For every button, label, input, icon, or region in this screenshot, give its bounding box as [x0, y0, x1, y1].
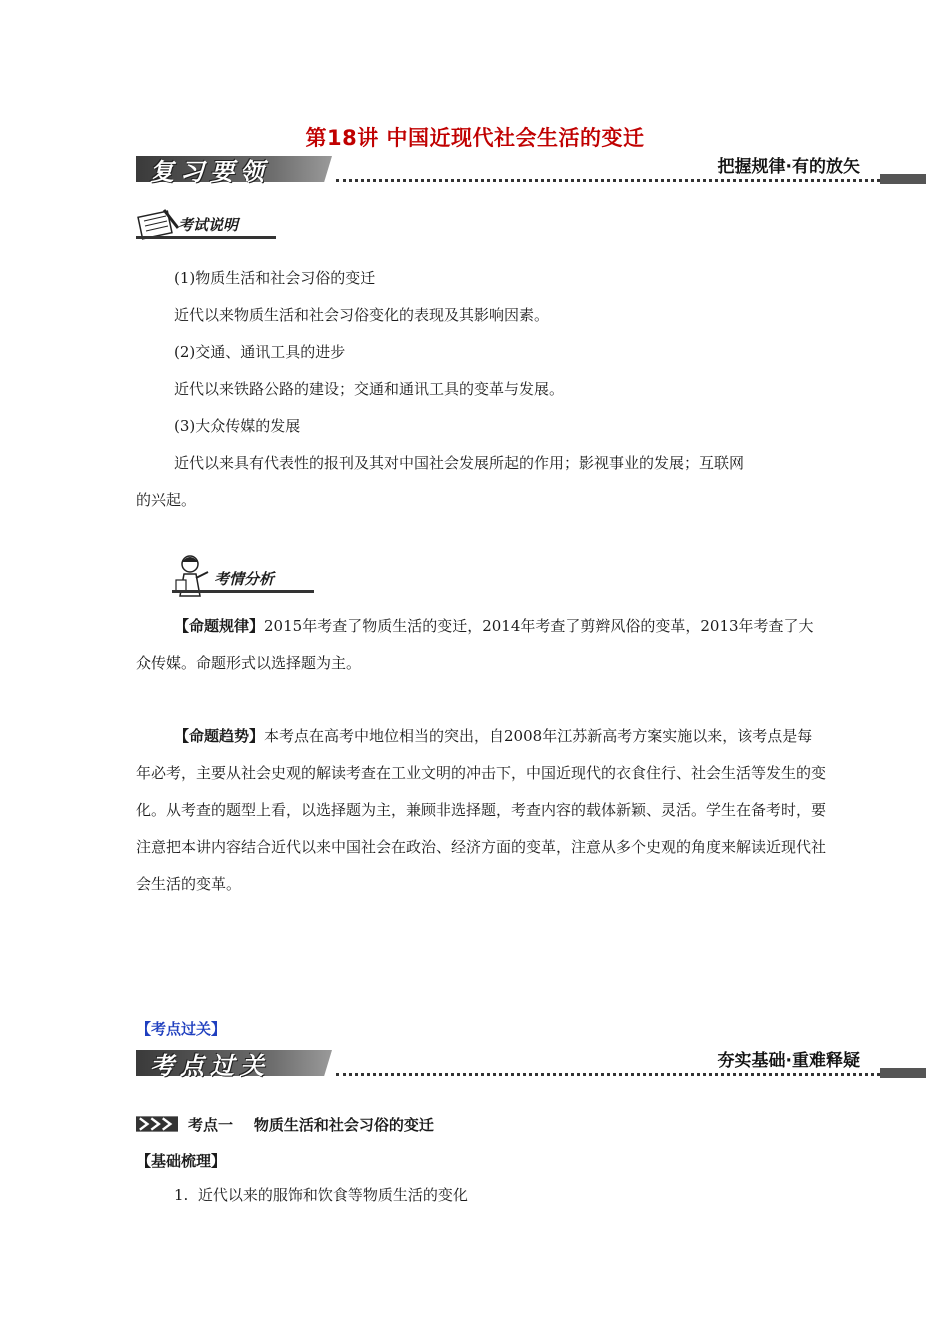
banner-left-text: 考点过关 [150, 1052, 270, 1080]
banner-left-text: 复习要领 [150, 158, 270, 186]
exam-desc-body [136, 260, 826, 519]
analysis-label: 考情分析 [214, 570, 275, 588]
page-title: 第18讲 中国近现代社会生活的变迁 [305, 126, 645, 150]
exam-desc-label: 考试说明 [178, 216, 239, 234]
list-item: 1. 近代以来的服饰和饮食等物质生活的变化 [174, 1186, 468, 1204]
checkpoint-label: 【考点过关】 [136, 1020, 227, 1038]
point1-title: 考点一 物质生活和社会习俗的变迁 [188, 1116, 434, 1134]
checkpoint-banner [136, 1040, 926, 1080]
rule-paragraph [136, 608, 826, 682]
notebook-pen-icon [136, 206, 180, 240]
banner-right-text: 夯实基础·重难释疑 [717, 1051, 860, 1071]
exam-desc-line: (3)大众传媒的发展 [174, 417, 301, 435]
banner-right-text: 把握规律·有的放矢 [717, 157, 860, 177]
exam-desc-line: 近代以来具有代表性的报刊及其对中国社会发展所起的作用；影视事业的发展；互联网 [174, 454, 745, 472]
banner-end-bar [880, 174, 926, 184]
heading-underline [136, 236, 276, 239]
basics-label: 【基础梳理】 [136, 1152, 227, 1170]
banner-dotted-line [336, 1073, 886, 1076]
exam-desc-line: (2)交通、通讯工具的进步 [174, 343, 346, 361]
trend-text: 本考点在高考中地位相当的突出，自2008年江苏新高考方案实施以来，该考点是每年必考，主要从社会史观的解读考查在工业文明的冲击下，中国近现代的衣食住行、社会生活等发生的变化。从考查的题型上看，以选择题为主，兼顾非选择题，考查内容的载体新颖、灵活。学生在备考时，要注意把本讲内容结合近代以来中国社会在政治、经济方面的变革，注意从多个史观的角度来解读近现代社会生活的变革。 [136, 727, 827, 893]
rule-label: 【命题规律】 [174, 617, 265, 635]
exam-desc-line: 近代以来铁路公路的建设；交通和通讯工具的变革与发展。 [174, 380, 565, 398]
banner-dotted-line [336, 179, 886, 182]
trend-paragraph [136, 718, 826, 903]
rule-text: 2015年考查了物质生活的变迁，2014年考查了剪辫风俗的变革，2013年考查了大众传媒。命题形式以选择题为主。 [136, 617, 814, 672]
exam-desc-heading [136, 206, 286, 246]
exam-desc-line: 的兴起。 [136, 491, 197, 509]
trend-label: 【命题趋势】 [174, 727, 265, 745]
exam-desc-line: 近代以来物质生活和社会习俗变化的表现及其影响因素。 [174, 306, 550, 324]
heading-underline [172, 590, 314, 593]
review-banner [136, 146, 926, 186]
triple-chevron-icon [136, 1116, 178, 1132]
analysis-heading [172, 560, 322, 600]
banner-end-bar [880, 1068, 926, 1078]
exam-desc-line: (1)物质生活和社会习俗的变迁 [174, 269, 376, 287]
